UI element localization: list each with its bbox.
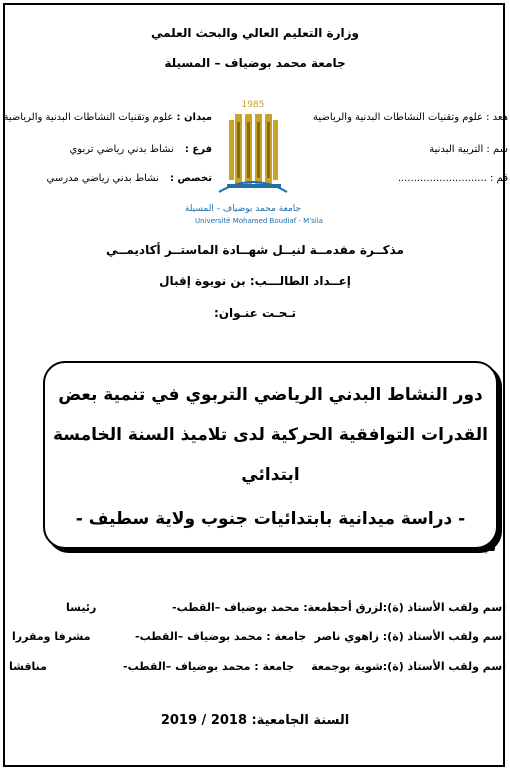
committee-member-3-name: اسم ولقب الأستاذ (ة):شوية بوجمعة xyxy=(311,660,506,673)
field-label: ميدان : xyxy=(176,112,212,123)
ministry-title: وزارة التعليم العالي والبحث العلمي xyxy=(150,26,360,40)
memo-title: مذكــرة مقدمــة لنيــل شهــادة الماستــر أكاديمــي xyxy=(106,243,404,257)
thesis-title-box xyxy=(43,361,498,549)
branch-value: نشاط بدني رياضي تربوي xyxy=(69,144,174,155)
committee-member-2-university: جامعة : محمد بوضياف –القطب- xyxy=(135,630,307,643)
academic-year: السنة الجامعية: 2018 / 2019 xyxy=(160,713,350,728)
field-value: علوم وتقنيات النشاطات البدنية والرياضية xyxy=(3,112,174,123)
committee-member-2-name: اسم ولقب الأستاذ (ة): زاهوي ناصر xyxy=(314,630,506,643)
committee-member-1-university: جامعة: محمد بوضياف –القطب- xyxy=(172,601,340,614)
student-name: إعــداد الطالـــب: بن نويوة إقبال xyxy=(159,274,351,288)
logo-name-fr: Université Mohamed Boudiaf - M'sila xyxy=(195,217,323,225)
committee-member-2-role: مشرفا ومقررا xyxy=(12,630,91,643)
committee-member-3-role: مناقشا xyxy=(9,660,47,673)
committee-member-1-name: اسم ولقب الأستاذ (ة):لزرق أحمد xyxy=(326,601,506,614)
spec-value: نشاط بدني رياضي مدرسي xyxy=(46,173,159,184)
branch-label: فرع : xyxy=(184,144,212,155)
thesis-title-line2: القدرات التوافقية الحركية لدى تلاميذ السنة الخامسة xyxy=(53,425,488,445)
thesis-title-line3: ابتدائي xyxy=(241,465,300,485)
logo-name-ar: جامعة محمد بوضياف - المسيلة xyxy=(184,204,301,214)
committee-member-1-role: رئيسا xyxy=(66,601,97,614)
university-title: جامعة محمد بوضياف – المسيلة xyxy=(164,56,346,70)
field-row xyxy=(3,112,212,123)
reference-info: قم : ............................ xyxy=(397,173,508,184)
branch-row xyxy=(69,144,212,155)
thesis-title-line1: دور النشاط البدني الرياضي التربوي في تنمية بعض xyxy=(58,385,483,405)
department-info: سم : التربية البدنية xyxy=(429,144,508,155)
spec-label: تخصص : xyxy=(170,173,212,184)
committee-heading-fragment: لجـ xyxy=(477,540,496,555)
under-title: تـحـت عنـوان: xyxy=(213,306,297,320)
committee-member-3-university: جامعة : محمد بوضياف –القطب- xyxy=(123,660,295,673)
institute-info: هعد : علوم وتقنيات النشاطات البدنية والرياضية xyxy=(313,112,508,123)
thesis-title-line4: - دراسة ميدانية بابتدائيات جنوب ولاية سطيف - xyxy=(75,509,466,529)
logo-year: 1985 xyxy=(241,100,265,110)
spec-row xyxy=(47,173,212,184)
